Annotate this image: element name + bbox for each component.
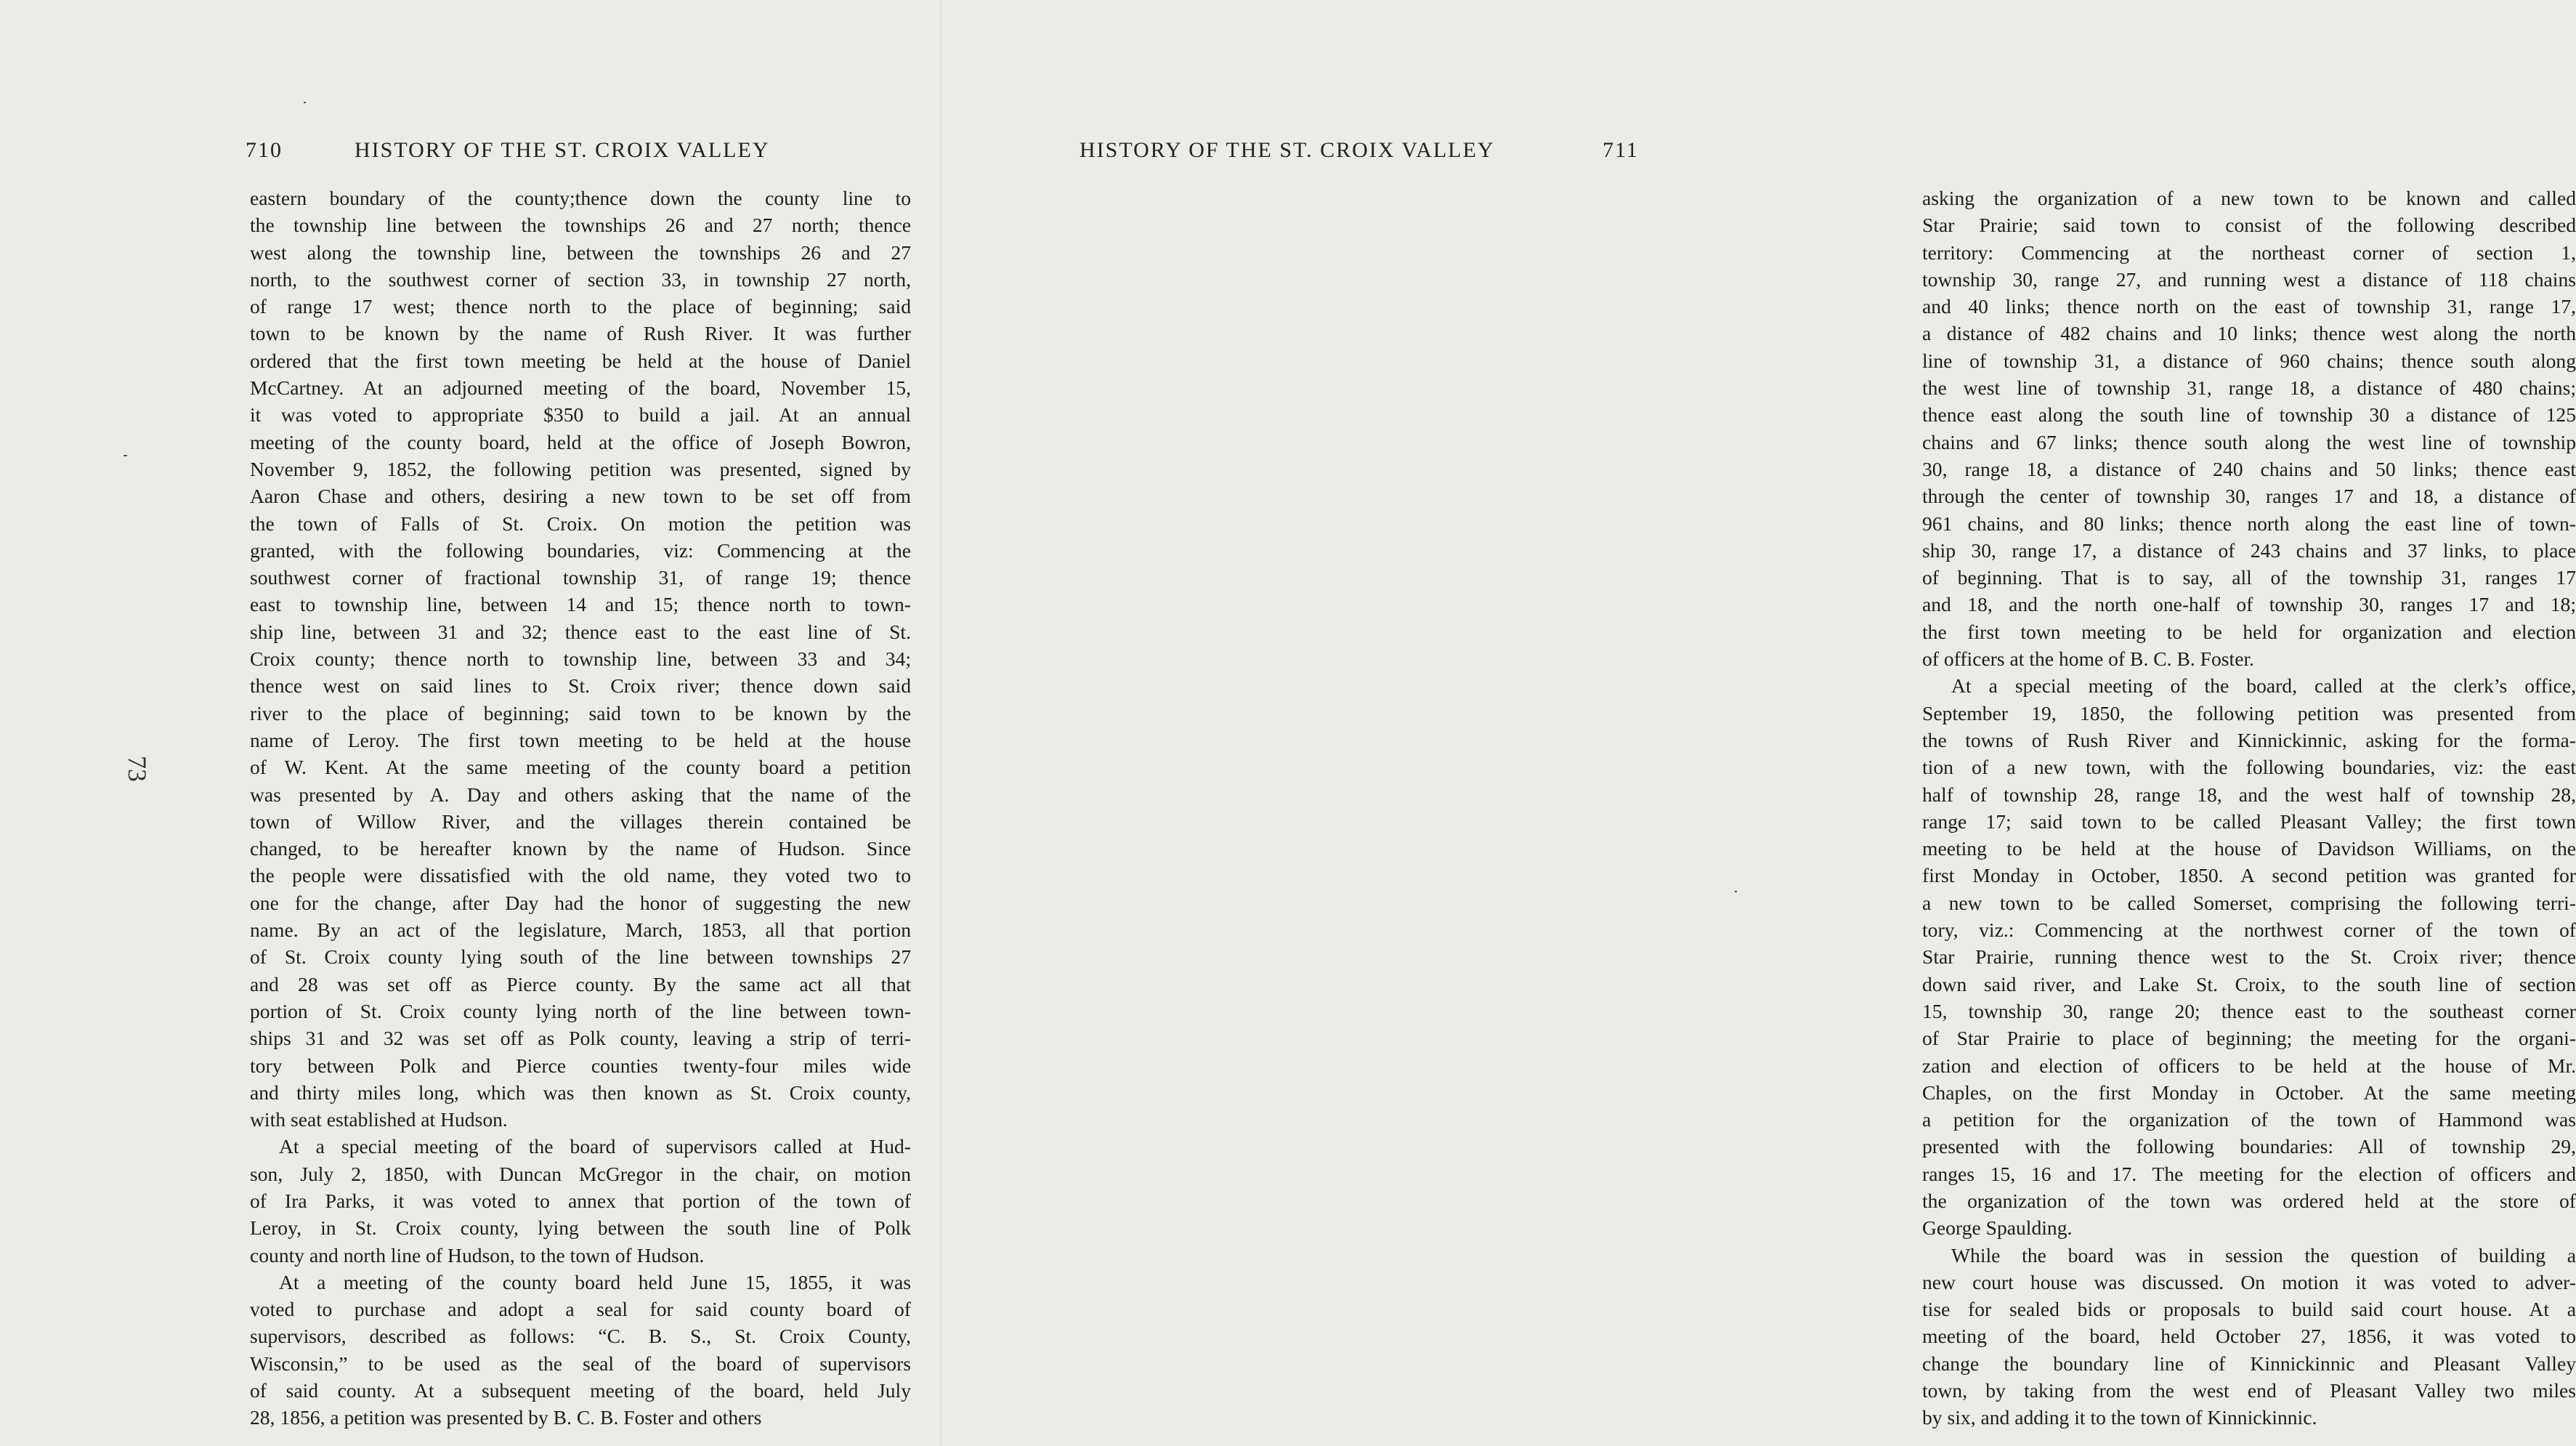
text-line: ranges 15, 16 and 17. The meeting for the election of officers and xyxy=(1922,1162,2576,1185)
text-line: and 40 links; thence north on the east of township 31, range 17, xyxy=(1922,295,2576,318)
text-line: meeting to be held at the house of Davidson Williams, on the xyxy=(1922,837,2576,860)
text-line: ship 30, range 17, a distance of 243 chains and 37 links, to place xyxy=(1922,538,2576,562)
text-line: of said county. At a subsequent meeting of the board, held July xyxy=(250,1379,911,1402)
text-line: thence east along the south line of township 30 a distance of 125 xyxy=(1922,403,2576,427)
page-speck xyxy=(123,455,127,456)
text-line: tion of a new town, with the following boundaries, viz: the east xyxy=(1922,756,2576,779)
text-line: range 17; said town to be called Pleasant Valley; the first town xyxy=(1922,809,2576,833)
text-line: town of Willow River, and the villages therein contained be xyxy=(250,809,911,833)
text-line: At a special meeting of the board of supervisors called at Hud- xyxy=(279,1135,911,1158)
text-line: zation and election of officers to be held at the house of Mr. xyxy=(1922,1054,2576,1077)
text-line: presented with the following boundaries: All of township 29, xyxy=(1922,1135,2576,1158)
text-line: the towns of Rush River and Kinnickinnic, asking for the forma- xyxy=(1922,728,2576,751)
text-line: a new town to be called Somerset, comprising the following terri- xyxy=(1922,891,2576,914)
text-line: Wisconsin,” to be used as the seal of the board of supervisors xyxy=(250,1352,911,1375)
text-line: and 28 was set off as Pierce county. By the same act all that xyxy=(250,972,911,995)
right-page xyxy=(941,0,2576,1446)
text-line: town, by taking from the west end of Pleasant Valley two miles xyxy=(1922,1379,2576,1402)
text-line: the people were dissatisfied with the old name, they voted two to xyxy=(250,864,911,887)
text-line: 961 chains, and 80 links; thence north along the east line of town- xyxy=(1922,512,2576,535)
text-line: township 30, range 27, and running west a distance of 118 chains xyxy=(1922,267,2576,291)
text-line: Aaron Chase and others, desiring a new town to be set off from xyxy=(250,485,911,508)
text-line: of W. Kent. At the same meeting of the county board a petition xyxy=(250,756,911,779)
margin-note: 73 xyxy=(123,756,152,782)
text-line: Chaples, on the first Monday in October. At the same meeting xyxy=(1922,1081,2576,1104)
text-line: ordered that the first town meeting be held at the house of Daniel xyxy=(250,349,911,372)
left-page-header xyxy=(246,138,914,167)
text-line: east to township line, between 14 and 15; thence north to town- xyxy=(250,593,911,616)
text-line: meeting of the county board, held at the office of Joseph Bowron, xyxy=(250,430,911,453)
text-line: asking the organization of a new town to be known and called xyxy=(1922,187,2576,209)
text-line: the first town meeting to be held for organization and election xyxy=(1922,620,2576,643)
text-line: west along the township line, between the townships 26 and 27 xyxy=(250,241,911,264)
text-line: tise for sealed bids or proposals to build said court house. At a xyxy=(1922,1298,2576,1321)
text-line: McCartney. At an adjourned meeting of the board, November 15, xyxy=(250,376,911,400)
text-line: a distance of 482 chains and 10 links; thence west along the north xyxy=(1922,322,2576,345)
text-line: territory: Commencing at the northeast corner of section 1, xyxy=(1922,241,2576,264)
text-line: by six, and adding it to the town of Kinnickinnic. xyxy=(1922,1406,2317,1429)
text-line: 15, township 30, range 20; thence east to the southeast corner xyxy=(1922,999,2576,1022)
text-line: tory between Polk and Pierce counties twenty-four miles wide xyxy=(250,1054,911,1077)
text-line: ship line, between 31 and 32; thence east to the east line of St. xyxy=(250,620,911,643)
right-page-body xyxy=(1922,185,2576,1431)
text-line: eastern boundary of the county;thence down the county line to xyxy=(250,187,911,209)
text-line: November 9, 1852, the following petition was presented, signed by xyxy=(250,457,911,480)
text-line: of St. Croix county lying south of the line between townships 27 xyxy=(250,945,911,969)
text-line: At a special meeting of the board, called at the clerk’s office, xyxy=(1951,674,2576,698)
text-line: George Spaulding. xyxy=(1922,1216,2073,1240)
left-running-head: HISTORY OF THE ST. CROIX VALLEY xyxy=(355,138,770,162)
text-line: Croix county; thence north to township line, between 33 and 34; xyxy=(250,647,911,671)
text-line: with seat established at Hudson. xyxy=(250,1108,508,1131)
text-line: through the center of township 30, ranges 17 and 18, a distance of xyxy=(1922,485,2576,508)
text-line: new court house was discussed. On motion it was voted to adver- xyxy=(1922,1270,2576,1293)
text-line: Leroy, in St. Croix county, lying between the south line of Polk xyxy=(250,1216,911,1240)
text-line: river to the place of beginning; said town to be known by the xyxy=(250,701,911,724)
text-line: a petition for the organization of the town of Hammond was xyxy=(1922,1108,2576,1131)
left-page-number: 710 xyxy=(246,138,283,162)
text-line: voted to purchase and adopt a seal for said county board of xyxy=(250,1298,911,1321)
text-line: the township line between the townships 26 and 27 north; thence xyxy=(250,214,911,237)
text-line: of beginning. That is to say, all of the township 31, ranges 17 xyxy=(1922,566,2576,589)
text-line: of officers at the home of B. C. B. Foster. xyxy=(1922,647,2255,671)
text-line: town to be known by the name of Rush River. It was further xyxy=(250,322,911,345)
left-page xyxy=(0,0,941,1446)
text-line: son, July 2, 1850, with Duncan McGregor in the chair, on motion xyxy=(250,1162,911,1185)
text-line: north, to the southwest corner of section 33, in township 27 north, xyxy=(250,267,911,291)
text-line: the organization of the town was ordered held at the store of xyxy=(1922,1189,2576,1212)
text-line: name of Leroy. The first town meeting to be held at the house xyxy=(250,728,911,751)
text-line: 30, range 18, a distance of 240 chains and 50 links; thence east xyxy=(1922,457,2576,480)
text-line: down said river, and Lake St. Croix, to the south line of section xyxy=(1922,972,2576,995)
text-line: county and north line of Hudson, to the town of Hudson. xyxy=(250,1243,705,1267)
text-line: of Star Prairie to place of beginning; the meeting for the organi- xyxy=(1922,1027,2576,1050)
text-line: and 18, and the north one-half of township 30, ranges 17 and 18; xyxy=(1922,593,2576,616)
page-speck xyxy=(1735,891,1737,892)
text-line: While the board was in session the question of building a xyxy=(1951,1243,2576,1267)
text-line: the town of Falls of St. Croix. On motion the petition was xyxy=(250,512,911,535)
text-line: change the boundary line of Kinnickinnic and Pleasant Valley xyxy=(1922,1352,2576,1375)
left-page-body xyxy=(250,185,911,1431)
text-line: name. By an act of the legislature, March, 1853, all that portion xyxy=(250,918,911,942)
text-line: 28, 1856, a petition was presented by B. C. B. Foster and others xyxy=(250,1406,762,1429)
right-page-header xyxy=(1080,138,1675,167)
text-line: chains and 67 links; thence south along the west line of township xyxy=(1922,430,2576,453)
text-line: line of township 31, a distance of 960 chains; thence south along xyxy=(1922,349,2576,372)
text-line: granted, with the following boundaries, viz: Commencing at the xyxy=(250,538,911,562)
text-line: September 19, 1850, the following petition was presented from xyxy=(1922,701,2576,724)
text-line: the west line of township 31, range 18, a distance of 480 chains; xyxy=(1922,376,2576,400)
text-line: and thirty miles long, which was then known as St. Croix county, xyxy=(250,1081,911,1104)
text-line: of range 17 west; thence north to the place of beginning; said xyxy=(250,295,911,318)
text-line: first Monday in October, 1850. A second petition was granted for xyxy=(1922,864,2576,887)
right-running-head: HISTORY OF THE ST. CROIX VALLEY xyxy=(1080,138,1495,162)
text-line: half of township 28, range 18, and the west half of township 28, xyxy=(1922,783,2576,806)
text-line: was presented by A. Day and others asking that the name of the xyxy=(250,783,911,806)
text-line: changed, to be hereafter known by the name of Hudson. Since xyxy=(250,837,911,860)
text-line: it was voted to appropriate $350 to build a jail. At an annual xyxy=(250,403,911,427)
text-line: ships 31 and 32 was set off as Polk county, leaving a strip of terri- xyxy=(250,1027,911,1050)
text-line: one for the change, after Day had the honor of suggesting the new xyxy=(250,891,911,914)
text-line: Star Prairie, running thence west to the St. Croix river; thence xyxy=(1922,945,2576,969)
text-line: supervisors, described as follows: “C. B. S., St. Croix County, xyxy=(250,1325,911,1348)
text-line: Star Prairie; said town to consist of the following described xyxy=(1922,214,2576,237)
text-line: southwest corner of fractional township 31, of range 19; thence xyxy=(250,566,911,589)
text-line: portion of St. Croix county lying north of the line between town- xyxy=(250,999,911,1022)
text-line: thence west on said lines to St. Croix river; thence down said xyxy=(250,674,911,698)
right-page-number: 711 xyxy=(1603,138,1639,162)
text-line: At a meeting of the county board held June 15, 1855, it was xyxy=(279,1270,911,1293)
text-line: tory, viz.: Commencing at the northwest corner of the town of xyxy=(1922,918,2576,942)
text-line: of Ira Parks, it was voted to annex that portion of the town of xyxy=(250,1189,911,1212)
page-speck xyxy=(304,102,306,103)
text-line: meeting of the board, held October 27, 1856, it was voted to xyxy=(1922,1325,2576,1348)
